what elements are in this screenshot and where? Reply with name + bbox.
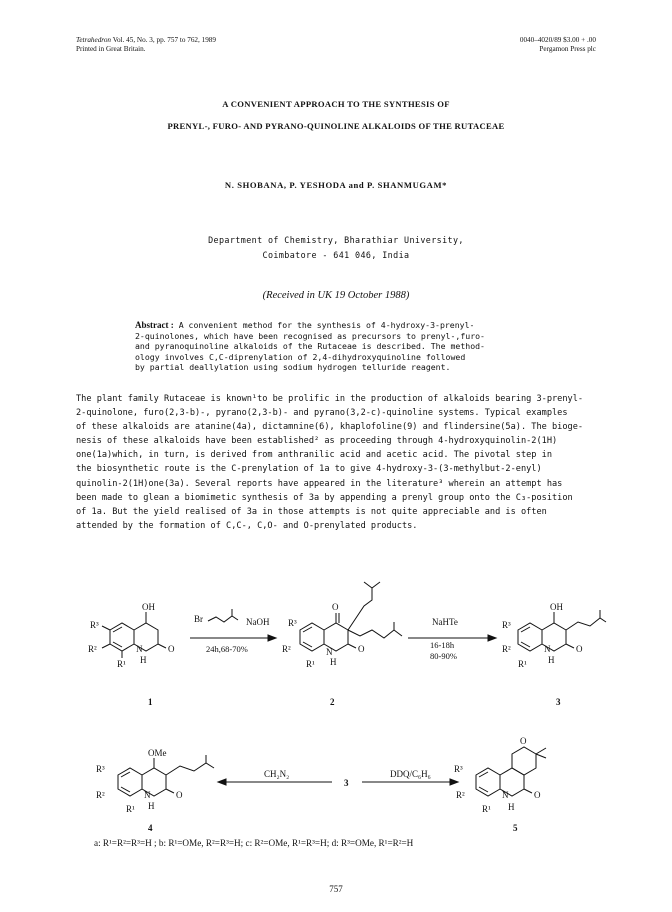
body-text [76,392,606,533]
abstract-line: A convenient method for the synthesis of 4-hydroxy-3-prenyl- [178,320,475,330]
r3-label: R³ [288,618,297,628]
compound-label: 3 [556,697,561,707]
arrow-head-icon [218,779,226,785]
body-line: 2-quinolone, furo(2,3-b)-, pyrano(2,3-b)- and pyrano(3,2-c)-quinoline systems. Typical examples [76,408,568,419]
r1-label: R¹ [518,659,527,669]
br-label: Br [194,614,203,624]
authors: N. SHOBANA, P. YESHODA and P. SHANMUGAM* [224,180,448,190]
h-label: H [330,657,337,667]
article-code: 0040–4020/89 $3.00 + .00 [519,36,596,44]
compound-label: 2 [330,697,335,707]
o-label: O [176,790,183,800]
compound-4-structure [118,755,214,796]
o-label: O [576,644,583,654]
substituent-legend: a: R¹=R²=R³=H ; b: R¹=OMe, R²=R³=H; c: R²=OMe, R¹=R³=H; d: R³=OMe, R¹=R²=H [94,838,414,848]
oh-label: OH [550,602,563,612]
r2-label: R² [96,790,105,800]
n-label: N [144,790,151,800]
affiliation-line-1: Department of Chemistry, Bharathiar University, [208,235,464,245]
received-date: (Received in UK 19 October 1988) [262,290,410,301]
r3-label: R³ [454,764,463,774]
r2-label: R² [282,644,291,654]
journal-citation [76,36,216,45]
prenyl-bromide-icon [208,616,238,622]
oh-label: OH [142,602,155,612]
o-label: O [534,790,541,800]
body-line: quinolin-2(1H)one(3a). Several reports have appeared in the literature³ wherein an attempt has [76,478,563,489]
h-label: H [148,801,155,811]
abstract-label: Abstract : [135,320,174,330]
r2-label: R² [88,644,97,654]
r2-label: R² [456,790,465,800]
compound-5-structure [476,747,546,796]
body-line: been made to glean a biomimetic synthesis of 3a by appending a prenyl group onto the C₃-position [76,492,573,503]
compound-3-structure [518,610,606,651]
body-line: of 1a. But the yield realised of 3a in those attempts is not quite appreciable and is often [76,506,547,517]
n-label: N [136,644,143,654]
page-number: 757 [329,884,343,894]
r1-label: R¹ [126,804,135,814]
n-label: N [326,647,333,657]
n-label: N [502,790,509,800]
naoh-label: NaOH [246,617,270,627]
reaction-scheme [0,560,672,860]
compound-1-structure [102,612,166,658]
abstract-line: by partial deallylation using sodium hydrogen telluride reagent. [135,362,451,373]
title-line-1: A CONVENIENT APPROACH TO THE SYNTHESIS OF [222,99,450,109]
body-line: nesis of these alkaloids have been established² as proceeding through 4-hydroxyquinolin-2(1H) [76,436,558,447]
abstract [135,320,555,373]
o-label: O [520,736,527,746]
body-line: The plant family Rutaceae is known¹to be prolific in the production of alkaloids bearing 3-prenyl- [76,394,584,404]
body-line: attended by the formation of C,C-, C,O- and O-prenylated products. [76,520,418,531]
publisher: Pergamon Press plc [539,45,596,53]
compound-2-structure [300,582,402,651]
o-label: O [358,644,365,654]
body-line: one(1a)which, in turn, is derived from anthranilic acid and acetic acid. The pivotal step in [76,450,552,461]
intermediate-label: 3 [344,778,349,788]
arrow-head-icon [450,779,458,785]
citation: Vol. 45, No. 3, pp. 757 to 762, 1989 [112,36,216,44]
r3-label: R³ [96,764,105,774]
o-label: O [168,644,175,654]
n-label: N [544,644,551,654]
printed-note: Printed in Great Britain. [76,45,146,53]
h-label: H [140,655,147,665]
ddq-label: DDQ/C₆H₆ [390,769,431,779]
affiliation-line-2: Coimbatore - 641 046, India [262,250,410,260]
r1-label: R¹ [482,804,491,814]
compound-label: 5 [513,823,518,833]
condition-1: 24h,68-70% [206,644,248,654]
ome-label: OMe [148,748,167,758]
nahte-label: NaHTe [432,617,458,627]
r2-label: R² [502,644,511,654]
arrow-head-icon [268,635,276,641]
r3-label: R³ [502,620,511,630]
abstract-line: ology involves C,C-diprenylation of 2,4-dihydroxyquinoline followed [135,351,466,362]
h-label: H [548,655,555,665]
condition-2b: 80-90% [430,651,457,661]
o-label: O [332,602,339,612]
r1-label: R¹ [117,659,126,669]
title-line-2: PRENYL-, FURO- AND PYRANO-QUINOLINE ALKALOIDS OF THE RUTACEAE [167,121,505,131]
ch2n2-label: CH₂N₂ [264,769,290,779]
abstract-line: and pyranoquinoline alkaloids of the Rutaceae is described. The method- [135,341,485,352]
arrow-head-icon [488,635,496,641]
body-line: of these alkaloids are atanine(4a), dictamnine(6), khaplofoline(9) and flindersine(5a). The bioge- [76,422,584,433]
condition-2a: 16-18h [430,640,455,650]
journal-name: Tetrahedron [76,36,112,44]
r1-label: R¹ [306,659,315,669]
h-label: H [508,802,515,812]
r3-label: R³ [90,620,99,630]
compound-label: 1 [148,697,153,707]
compound-label: 4 [148,823,153,833]
body-line: the biosynthetic route is the C-prenylation of 1a to give 4-hydroxy-3-(3-methylbut-2-enyl) [76,464,542,475]
abstract-line: 2-quinolones, which have been recognised as precursors to prenyl-,furo- [135,330,485,341]
